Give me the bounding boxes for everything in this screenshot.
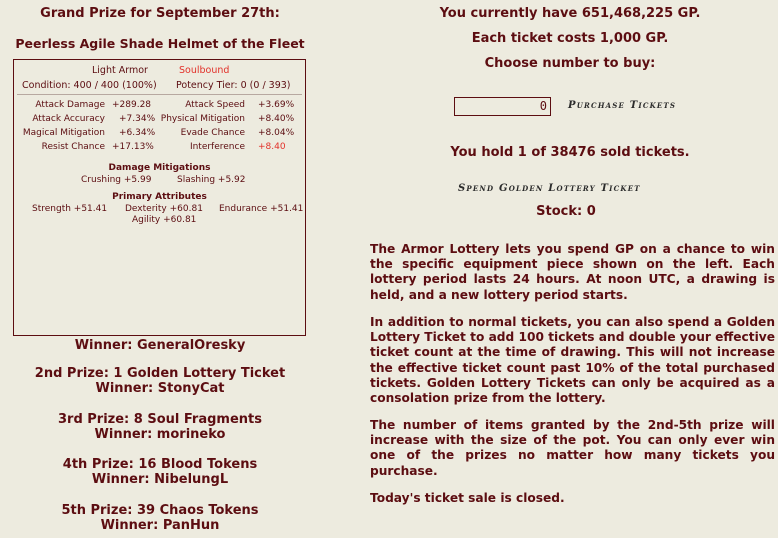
damage-mitigations-heading: Damage Mitigations: [108, 163, 211, 173]
prize-2-title: 2nd Prize: 1 Golden Lottery Ticket: [34, 366, 286, 381]
crushing-stat: Crushing +5.99: [81, 175, 152, 185]
info-paragraph-1: The Armor Lottery lets you spend GP on a chance to win the specific equipment piece shown on the left. Each lottery period lasts 24 hours. At noon UTC, a drawing is held, and a new lottery period starts.: [370, 242, 775, 302]
stat-label: Physical Mitigation: [160, 114, 245, 124]
held-tickets: You hold 1 of 38476 sold tickets.: [450, 145, 690, 160]
info-paragraph-2: In addition to normal tickets, you can also spend a Golden Lottery Ticket to add 100 tickets and double your effective ticket count at the time of drawing. This will not increase the effective ticket count past 10% of the total purchased tickets. Golden Lottery Tickets can only be acquired as a consolation prize from the lottery.: [370, 315, 775, 406]
slashing-stat: Slashing +5.92: [177, 175, 246, 185]
stat-value: +289.28: [112, 100, 152, 110]
stat-label: Attack Damage: [35, 100, 105, 110]
stat-label: Attack Accuracy: [32, 114, 105, 124]
dexterity-stat: Dexterity +60.81: [125, 204, 203, 214]
stat-value: +3.69%: [258, 100, 295, 110]
grand-prize-winner: Winner: GeneralOresky: [74, 338, 246, 353]
stat-label: Magical Mitigation: [22, 128, 105, 138]
prize-3-title: 3rd Prize: 8 Soul Fragments: [57, 412, 262, 427]
spend-golden-ticket-button[interactable]: Spend Golden Lottery Ticket: [458, 183, 641, 194]
grand-prize-title: Grand Prize for September 27th:: [40, 6, 280, 21]
stat-value: +8.40: [258, 142, 286, 152]
stat-value: +7.34%: [119, 114, 156, 124]
stat-value: +8.40%: [258, 114, 295, 124]
purchase-tickets-button[interactable]: Purchase Tickets: [568, 100, 677, 111]
agility-stat: Agility +60.81: [132, 215, 197, 225]
prize-4-winner: Winner: NibelungL: [91, 472, 229, 487]
primary-attributes-heading: Primary Attributes: [112, 192, 207, 202]
endurance-stat: Endurance +51.41: [219, 204, 304, 214]
stat-value: +6.34%: [119, 128, 156, 138]
prize-4-title: 4th Prize: 16 Blood Tokens: [62, 457, 258, 472]
item-potency: Potency Tier: 0 (0 / 393): [176, 80, 291, 91]
ticket-cost: Each ticket costs 1,000 GP.: [471, 31, 669, 46]
item-name: Peerless Agile Shade Helmet of the Fleet: [15, 36, 305, 51]
item-stats-box: [13, 59, 306, 336]
stat-label: Attack Speed: [185, 100, 245, 110]
stat-value: +17.13%: [112, 142, 154, 152]
item-type: Light Armor: [92, 65, 148, 76]
strength-stat: Strength +51.41: [32, 204, 108, 214]
stat-label: Interference: [189, 142, 245, 152]
divider: [17, 94, 302, 95]
gp-balance: You currently have 651,468,225 GP.: [439, 6, 701, 21]
stat-value: +8.04%: [258, 128, 295, 138]
item-condition: Condition: 400 / 400 (100%): [22, 80, 157, 91]
ticket-count-input[interactable]: 0: [454, 97, 551, 116]
prize-2-winner: Winner: StonyCat: [95, 381, 225, 396]
info-paragraph-3: The number of items granted by the 2nd-5th prize will increase with the size of the pot. You can only ever win one of the prizes no matter how many tickets you purchase.: [370, 418, 775, 478]
choose-number-label: Choose number to buy:: [484, 56, 656, 71]
stat-label: Evade Chance: [180, 128, 245, 138]
golden-stock: Stock: 0: [536, 204, 596, 219]
stat-label: Resist Chance: [41, 142, 105, 152]
soulbound-label: Soulbound: [179, 65, 230, 76]
prize-3-winner: Winner: morineko: [94, 427, 226, 442]
sale-closed-notice: Today's ticket sale is closed.: [370, 491, 565, 505]
prize-5-winner: Winner: PanHun: [100, 518, 220, 533]
prize-5-title: 5th Prize: 39 Chaos Tokens: [61, 503, 259, 518]
